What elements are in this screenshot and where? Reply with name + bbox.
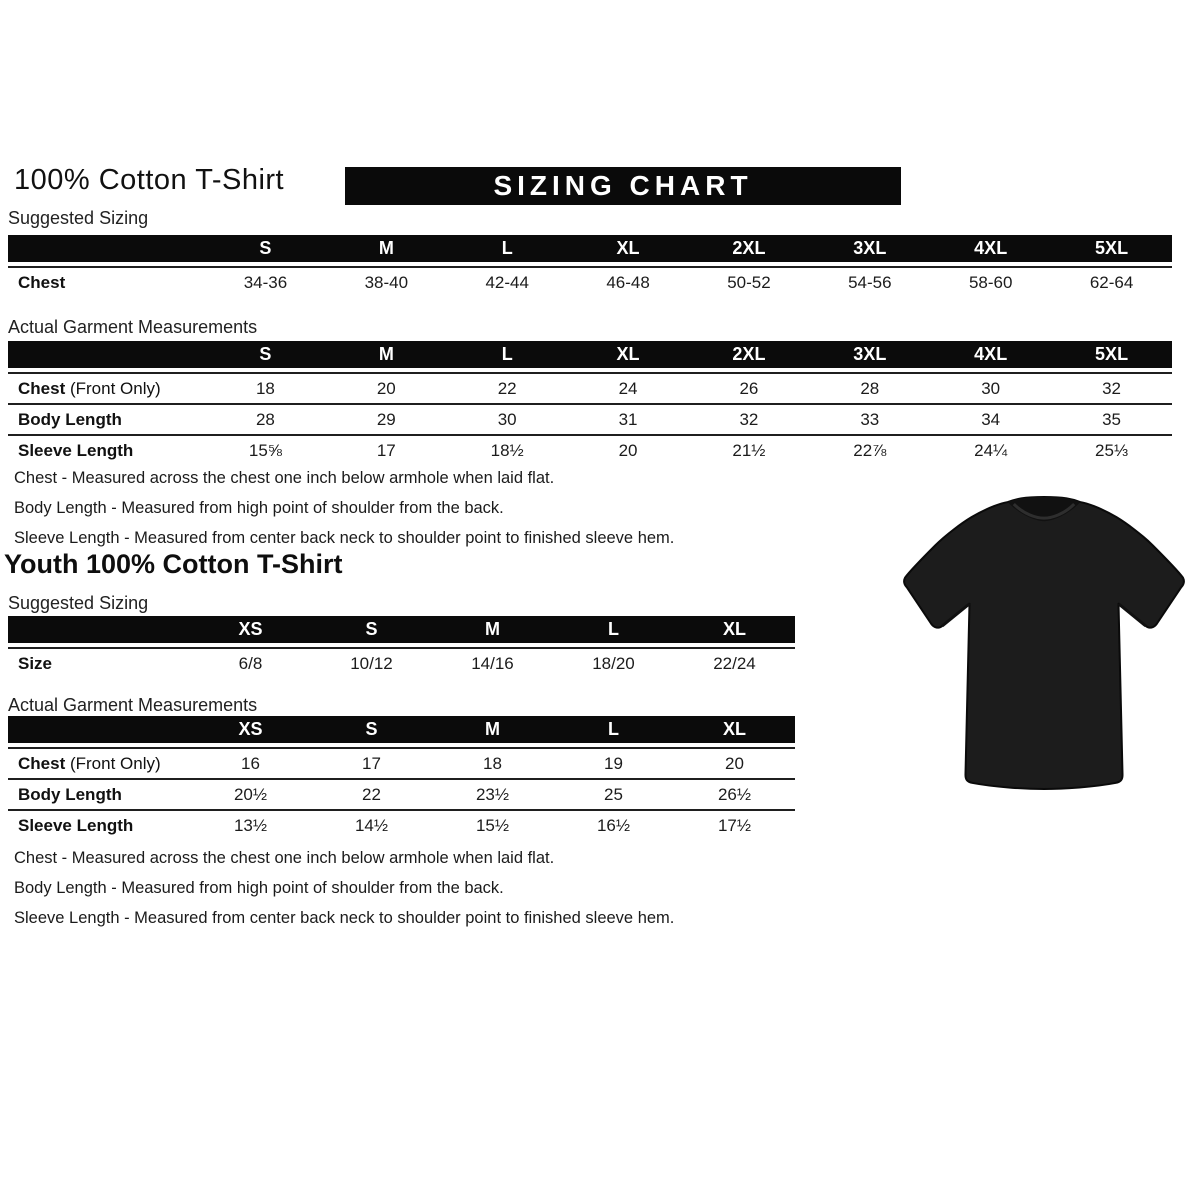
table-row [8,372,1172,403]
cell: 17½ [674,809,795,840]
col-header: S [311,716,432,747]
row-label-text: Size [18,653,53,673]
table-header-row [8,235,1172,266]
col-header: 2XL [689,235,810,266]
cell: 33 [809,403,930,434]
row-label-text: Chest [18,272,66,292]
cell: 15½ [432,809,553,840]
row-label-text: Body Length [18,784,122,804]
row-label-suffix: (Front Only) [65,378,161,398]
cell: 22 [447,372,568,403]
cell: 20 [326,372,447,403]
table-row [8,778,795,809]
black-tshirt-image [893,476,1195,810]
col-header: M [432,616,553,647]
row-label-text: Sleeve Length [18,440,134,460]
table-row [8,747,795,778]
youth-suggested-sizing-label: Suggested Sizing [8,593,149,613]
youth-actual-measurements-label: Actual Garment Measurements [8,695,258,715]
cell: 21½ [689,434,810,465]
col-header: M [326,235,447,266]
youth-actual-measurements-table [8,716,795,840]
col-header: 3XL [809,341,930,372]
row-label [8,434,205,465]
cell: 34 [930,403,1051,434]
table-header-row [8,341,1172,372]
cell: 18 [205,372,326,403]
col-header: 4XL [930,235,1051,266]
cell: 10/12 [311,647,432,678]
note-line: Body Length - Measured from high point of shoulder from the back. [14,879,504,897]
col-header: S [311,616,432,647]
note-line: Chest - Measured across the chest one inch below armhole when laid flat. [14,849,555,867]
sizing-chart-banner [345,167,901,205]
cell: 22⅞ [809,434,930,465]
cell: 17 [326,434,447,465]
table-row [8,809,795,840]
cell: 31 [568,403,689,434]
note-line: Sleeve Length - Measured from center back neck to shoulder point to finished sleeve hem. [14,909,675,927]
cell: 58-60 [930,266,1051,297]
table-row [8,403,1172,434]
cell: 34-36 [205,266,326,297]
cell: 18/20 [553,647,674,678]
youth-section-title: Youth 100% Cotton T-Shirt [4,549,343,579]
row-label-text: Chest [18,378,66,398]
col-header: XL [674,616,795,647]
cell: 20½ [190,778,311,809]
adult-measurement-notes [14,463,674,553]
col-header: XS [190,716,311,747]
col-header: L [447,235,568,266]
row-label-text: Body Length [18,409,122,429]
row-label [8,809,190,840]
cell: 32 [1051,372,1172,403]
col-header: 3XL [809,235,930,266]
col-header: XL [674,716,795,747]
cell: 19 [553,747,674,778]
table-row [8,266,1172,297]
cell: 28 [809,372,930,403]
col-header: XL [568,341,689,372]
cell: 18 [432,747,553,778]
cell: 23½ [432,778,553,809]
cell: 14/16 [432,647,553,678]
cell: 6/8 [190,647,311,678]
cell: 26 [689,372,810,403]
cell: 50-52 [689,266,810,297]
page-title: 100% Cotton T-Shirt [14,164,285,196]
col-header: 5XL [1051,341,1172,372]
col-header: XL [568,235,689,266]
cell: 29 [326,403,447,434]
cell: 15⅝ [205,434,326,465]
col-header: M [432,716,553,747]
cell: 16 [190,747,311,778]
youth-suggested-sizing-table [8,616,795,678]
cell: 38-40 [326,266,447,297]
cell: 26½ [674,778,795,809]
cell: 16½ [553,809,674,840]
col-header-empty [8,616,190,647]
cell: 62-64 [1051,266,1172,297]
cell: 46-48 [568,266,689,297]
col-header: S [205,235,326,266]
col-header-empty [8,716,190,747]
cell: 25⅓ [1051,434,1172,465]
col-header: 4XL [930,341,1051,372]
cell: 25 [553,778,674,809]
adult-actual-measurements-table [8,341,1172,465]
row-label [8,266,205,297]
youth-measurement-notes [14,843,674,933]
col-header: L [553,716,674,747]
cell: 17 [311,747,432,778]
table-header-row [8,716,795,747]
col-header: 5XL [1051,235,1172,266]
table-header-row [8,616,795,647]
adult-actual-measurements-label: Actual Garment Measurements [8,317,258,337]
cell: 24 [568,372,689,403]
cell: 30 [447,403,568,434]
cell: 24¼ [930,434,1051,465]
col-header: S [205,341,326,372]
row-label [8,778,190,809]
row-label [8,747,190,778]
adult-suggested-sizing-table [8,235,1172,297]
row-label-text: Sleeve Length [18,815,134,835]
row-label [8,647,190,678]
row-label-suffix: (Front Only) [65,753,161,773]
adult-suggested-sizing-label: Suggested Sizing [8,208,149,228]
cell: 20 [674,747,795,778]
col-header: XS [190,616,311,647]
cell: 35 [1051,403,1172,434]
col-header: 2XL [689,341,810,372]
sizing-chart-banner-text: SIZING CHART [493,170,753,201]
col-header-empty [8,235,205,266]
cell: 32 [689,403,810,434]
col-header: L [553,616,674,647]
cell: 18½ [447,434,568,465]
cell: 54-56 [809,266,930,297]
note-line: Sleeve Length - Measured from center back neck to shoulder point to finished sleeve hem. [14,529,675,547]
note-line: Chest - Measured across the chest one inch below armhole when laid flat. [14,469,555,487]
cell: 42-44 [447,266,568,297]
cell: 20 [568,434,689,465]
cell: 22 [311,778,432,809]
cell: 22/24 [674,647,795,678]
row-label [8,403,205,434]
table-row [8,434,1172,465]
row-label [8,372,205,403]
note-line: Body Length - Measured from high point of shoulder from the back. [14,499,504,517]
cell: 28 [205,403,326,434]
col-header: L [447,341,568,372]
row-label-text: Chest [18,753,66,773]
col-header: M [326,341,447,372]
cell: 14½ [311,809,432,840]
col-header-empty [8,341,205,372]
table-row [8,647,795,678]
cell: 13½ [190,809,311,840]
cell: 30 [930,372,1051,403]
